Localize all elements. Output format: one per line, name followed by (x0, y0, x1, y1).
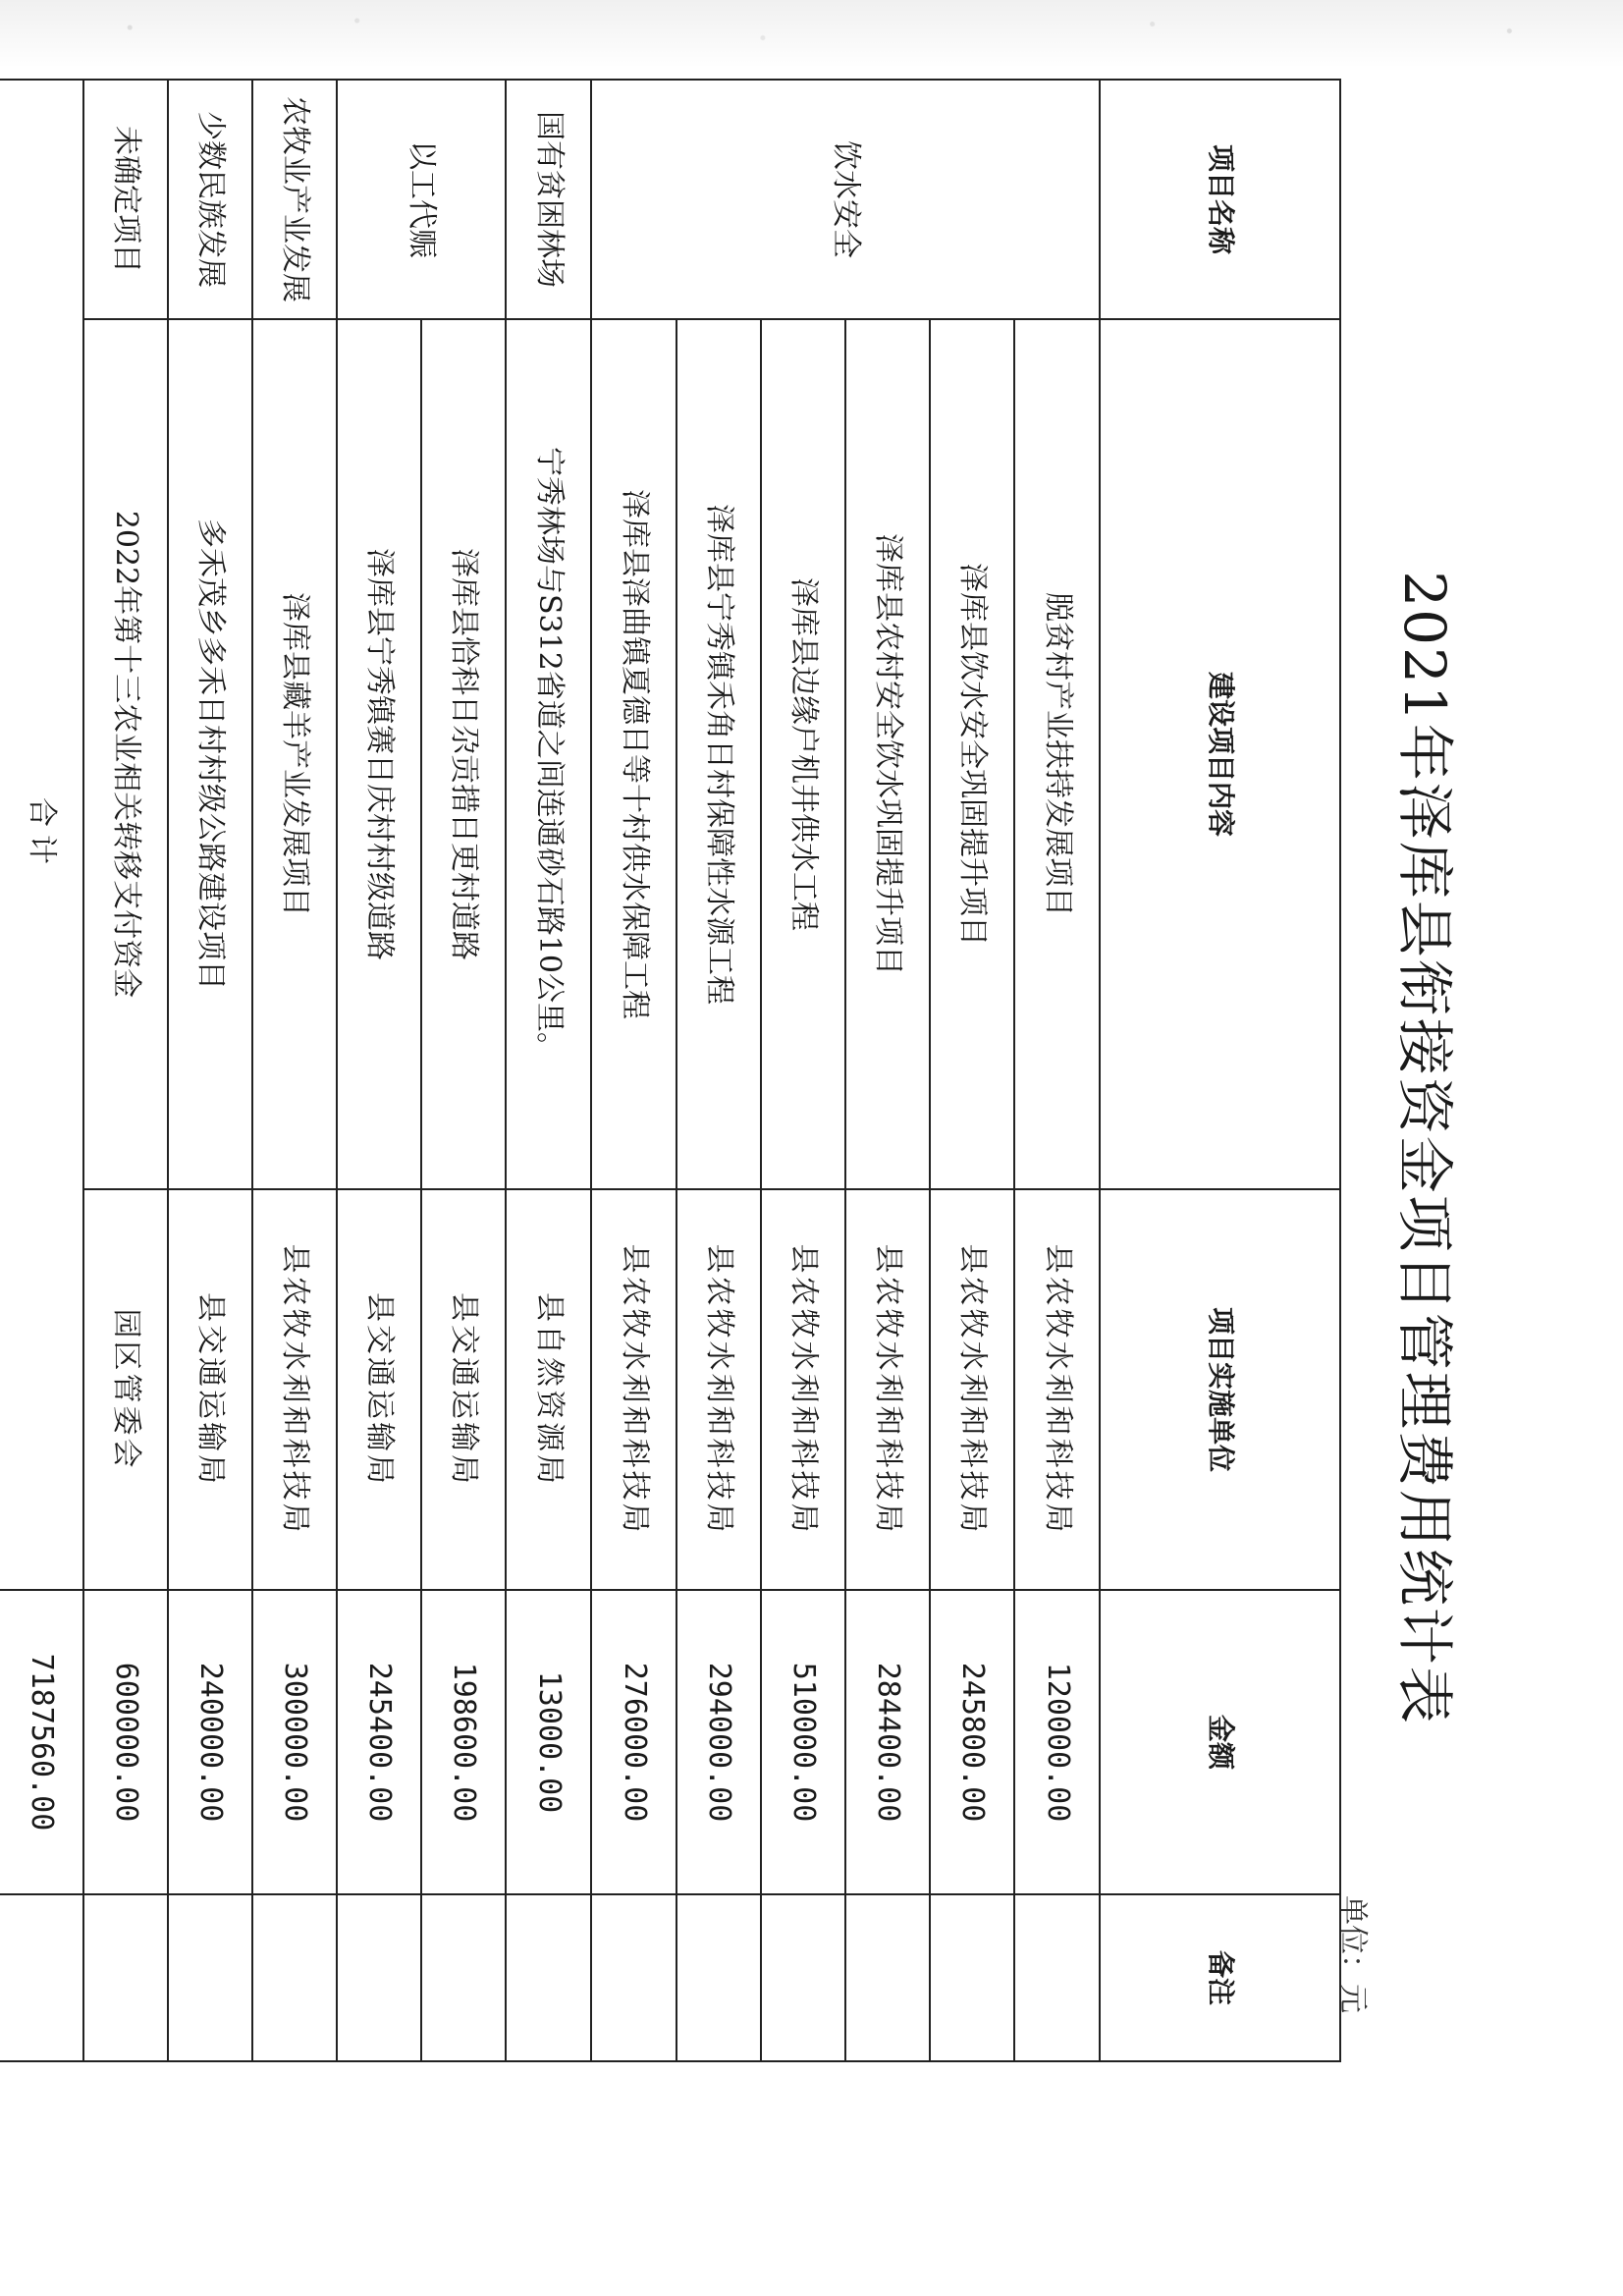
row-note (506, 1894, 591, 2061)
group-cell-agri: 农牧业产业发展 (252, 80, 337, 319)
row-amount: 294000.00 (676, 1590, 761, 1894)
header-project-content: 建设项目内容 (1100, 319, 1340, 1189)
total-note (0, 1894, 83, 2061)
table-total-row (0, 80, 83, 2061)
row-amount: 120000.00 (1014, 1590, 1100, 1894)
row-unit: 县农牧水利和科技局 (252, 1189, 337, 1590)
row-unit: 园区管委会 (83, 1189, 168, 1590)
row-content: 脱贫村产业扶持发展项目 (1014, 319, 1100, 1189)
row-note (930, 1894, 1014, 2061)
group-cell-water: 饮水安全 (591, 80, 1100, 319)
table-row (83, 80, 168, 2061)
header-implementing-unit (1100, 1189, 1340, 1590)
table-row (845, 80, 930, 2061)
row-content: 泽库县边缘户机井供水工程 (761, 319, 845, 1189)
unit-note: 单位：元 (1335, 1895, 1370, 2013)
row-note (337, 1894, 421, 2061)
row-unit: 县农牧水利和科技局 (1014, 1189, 1100, 1590)
row-amount: 600000.00 (83, 1590, 168, 1894)
row-amount: 300000.00 (252, 1590, 337, 1894)
row-amount: 276000.00 (591, 1590, 676, 1894)
row-content: 多禾茂乡多禾日村村级公路建设项目 (168, 319, 252, 1189)
header-note: 备注 (1100, 1894, 1340, 2061)
row-content: 泽库县恰科日尕贡措日更村道路 (421, 319, 506, 1189)
row-unit: 县农牧水利和科技局 (845, 1189, 930, 1590)
document-title: 2021年泽库县衔接资金项目管理费用统计表 (1391, 571, 1458, 1725)
row-unit: 县农牧水利和科技局 (930, 1189, 1014, 1590)
row-unit: 县农牧水利和科技局 (676, 1189, 761, 1590)
row-amount: 510000.00 (761, 1590, 845, 1894)
group-cell-forest: 国有贫困林场 (506, 80, 591, 319)
row-note (591, 1894, 676, 2061)
row-amount: 245400.00 (337, 1590, 421, 1894)
row-content: 泽库县农村安全饮水巩固提升项目 (845, 319, 930, 1189)
row-content: 2022年第十三农业相关转移支付资金 (83, 319, 168, 1189)
table-row (676, 80, 761, 2061)
total-label: 合计 (0, 80, 83, 1590)
row-note (845, 1894, 930, 2061)
row-content: 泽库县宁秀镇赛日庆村村级道路 (337, 319, 421, 1189)
row-unit: 县交通运输局 (168, 1189, 252, 1590)
funding-table (0, 79, 1341, 2062)
header-amount: 金额 (1100, 1590, 1340, 1894)
row-note (83, 1894, 168, 2061)
table-row (421, 80, 506, 2061)
row-amount: 198600.00 (421, 1590, 506, 1894)
row-amount: 13000.00 (506, 1590, 591, 1894)
row-note (168, 1894, 252, 2061)
table-row (168, 80, 252, 2061)
total-amount: 7187560.00 (0, 1590, 83, 1894)
row-note (676, 1894, 761, 2061)
row-note (421, 1894, 506, 2061)
row-content: 泽库县泽曲镇夏德日等十村供水保障工程 (591, 319, 676, 1189)
table-row (591, 80, 676, 2061)
row-content: 泽库县藏羊产业发展项目 (252, 319, 337, 1189)
group-cell-undetermined: 未确定项目 (83, 80, 168, 319)
row-content: 泽库县饮水安全巩固提升项目 (930, 319, 1014, 1189)
table-row (761, 80, 845, 2061)
row-unit: 县交通运输局 (337, 1189, 421, 1590)
row-unit: 县自然资源局 (506, 1189, 591, 1590)
row-content: 宁秀林场与S312省道之间连通砂石路10公里。 (506, 319, 591, 1189)
group-cell-minority: 少数民族发展 (168, 80, 252, 319)
row-unit: 县农牧水利和科技局 (761, 1189, 845, 1590)
row-note (1014, 1894, 1100, 2061)
table-row (337, 80, 421, 2061)
row-note (761, 1894, 845, 2061)
row-amount: 245800.00 (930, 1590, 1014, 1894)
table-row (930, 80, 1014, 2061)
row-note (252, 1894, 337, 2061)
row-amount: 240000.00 (168, 1590, 252, 1894)
table-header-row (1100, 80, 1340, 2061)
row-unit: 县交通运输局 (421, 1189, 506, 1590)
header-implementing-unit-label: 项目实施单位 (1204, 1306, 1237, 1472)
header-project-name: 项目名称 (1100, 80, 1340, 319)
table-row (506, 80, 591, 2061)
table-row (252, 80, 337, 2061)
row-content: 泽库县宁秀镇禾角日村保障性水源工程 (676, 319, 761, 1189)
row-amount: 284400.00 (845, 1590, 930, 1894)
group-cell-work-relief: 以工代赈 (337, 80, 506, 319)
table-row (1014, 80, 1100, 2061)
row-unit: 县农牧水利和科技局 (591, 1189, 676, 1590)
